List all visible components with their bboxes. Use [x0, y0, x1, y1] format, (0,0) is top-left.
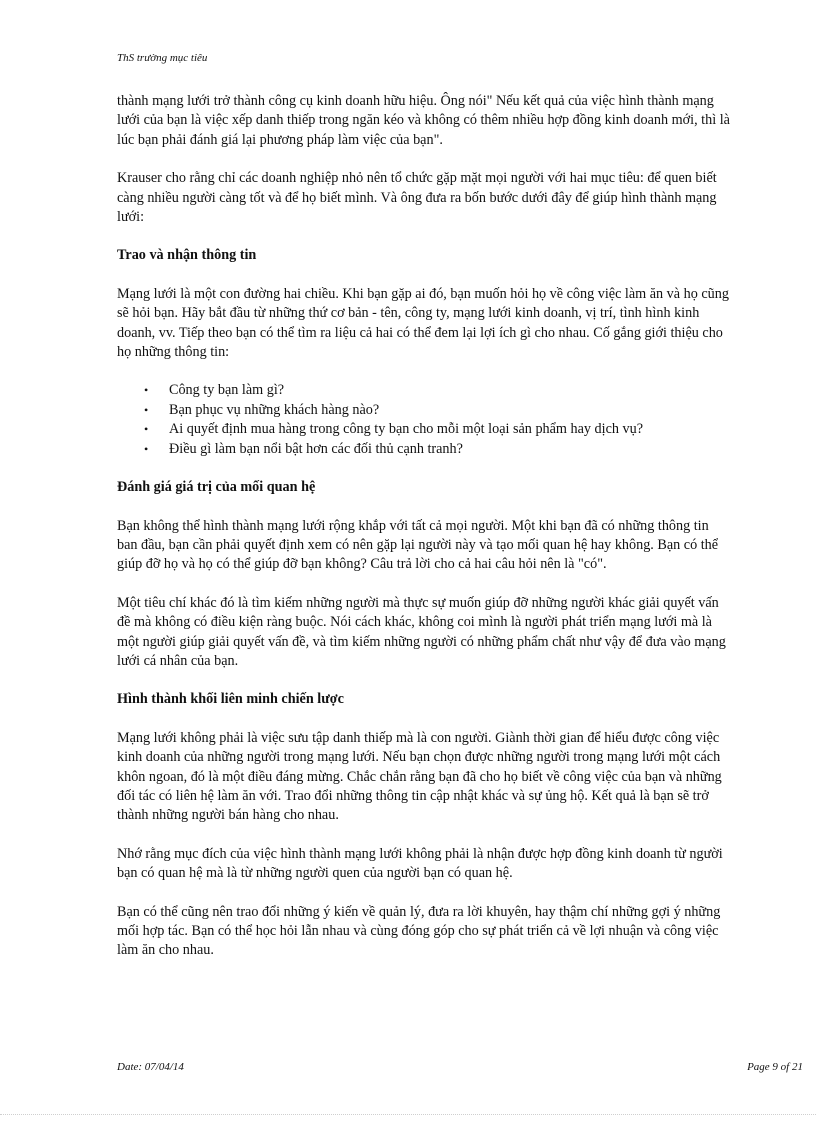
bullet-icon: •: [144, 422, 149, 437]
list-item: • Điều gì làm bạn nổi bật hơn các đối thủ cạnh tranh?: [169, 440, 731, 459]
paragraph-8: Bạn có thể cũng nên trao đổi những ý kiến về quản lý, đưa ra lời khuyên, hay thậm chí những gợi ý những mối hợp tác. Bạn có thể học hỏi lẫn nhau và cùng đóng góp cho sự phát triển cả về lợi nhuận và công việc làm ăn cho nhau.: [117, 903, 721, 959]
document-body: [117, 92, 731, 980]
paragraph-3: Mạng lưới là một con đường hai chiều. Khi bạn gặp ai đó, bạn muốn hỏi họ về công việc làm ăn và họ cũng sẽ hỏi bạn. Hãy bắt đầu từ những thứ cơ bản - tên, công ty, mạng lưới kinh doanh, vị trí, tình hình kinh doanh, vv. Tiếp theo bạn có thể tìm ra liệu cả hai có thể đem lại lợi ích gì cho nhau. Cố gắng giới thiệu cho họ những thông tin:: [117, 285, 729, 361]
paragraph-1: thành mạng lưới trở thành công cụ kinh doanh hữu hiệu. Ông nói" Nếu kết quả của việc hình thành mạng lưới của bạn là việc xếp danh thiếp trong ngăn kéo và không có thêm nhiều hợp đồng kinh doanh mới, thì là lúc bạn phải đánh giá lại phương pháp làm việc của bạn".: [117, 93, 730, 148]
paragraph-2: Krauser cho rằng chỉ các doanh nghiệp nhỏ nên tổ chức gặp mặt mọi người với hai mục tiêu: để quen biết càng nhiều người càng tốt và để họ biết mình. Và ông đưa ra bốn bước dưới đây để giúp hình thành mạng lưới:: [117, 170, 717, 226]
heading-evaluate-relationship: Đánh giá giá trị của mối quan hệ: [117, 479, 316, 496]
paragraph-5: Một tiêu chí khác đó là tìm kiếm những người mà thực sự muốn giúp đỡ những người khác giải quyết vấn đề mà không có điều kiện ràng buộc. Nói cách khác, không coi mình là người phát triển mạng lưới mà là một người giúp giải quyết vấn đề, và tìm kiếm những người có những phẩm chất như vậy để đưa vào mạng lưới cá nhân của bạn.: [117, 594, 726, 669]
bullet-icon: •: [144, 383, 149, 398]
heading-strategic-alliance: Hình thành khối liên minh chiến lược: [117, 691, 344, 708]
bullet-list: [117, 381, 731, 459]
list-item: • Công ty bạn làm gì?: [169, 381, 731, 400]
bullet-icon: •: [144, 402, 149, 417]
list-item: • Bạn phục vụ những khách hàng nào?: [169, 401, 731, 420]
footer-page-number: Page 9 of 21: [747, 1061, 803, 1073]
paragraph-7: Nhớ rằng mục đích của việc hình thành mạng lưới không phải là nhận được hợp đồng kinh doanh từ người bạn có quan hệ mà là từ những người quen của người bạn có quan hệ.: [117, 845, 723, 882]
paragraph-6: Mạng lưới không phải là việc sưu tập danh thiếp mà là con người. Giành thời gian để hiểu được công việc kinh doanh của những người trong mạng lưới. Nếu bạn chọn được những người trong mạng lưới một cách khôn ngoan, đó là một điều đáng mừng. Chắc chắn rằng bạn đã cho họ biết về công việc của bạn và những đối tác có liên hệ làm ăn với. Trao đổi những thông tin cập nhật khác và sự ủng hộ. Kết quả là bạn sẽ trở thành những người bán hàng cho nhau.: [117, 729, 722, 824]
page-bottom-divider: [0, 1114, 816, 1115]
bullet-icon: •: [144, 441, 149, 456]
paragraph-4: Bạn không thể hình thành mạng lưới rộng khắp với tất cả mọi người. Một khi bạn đã có những thông tin ban đầu, bạn cần phải quyết định xem có nên gặp lại người này và tạo mối quan hệ hay không. Bạn có thể giúp đỡ họ và họ có thể giúp đỡ bạn không? Câu trả lời cho cả hai câu hỏi nên là "có".: [117, 517, 719, 573]
page-header: ThS trường mục tiêu: [117, 52, 208, 64]
list-item: • Ai quyết định mua hàng trong công ty bạn cho mỗi một loại sản phẩm hay dịch vụ?: [169, 420, 731, 439]
footer-date: Date: 07/04/14: [117, 1061, 184, 1073]
heading-exchange-info: Trao và nhận thông tin: [117, 247, 257, 264]
